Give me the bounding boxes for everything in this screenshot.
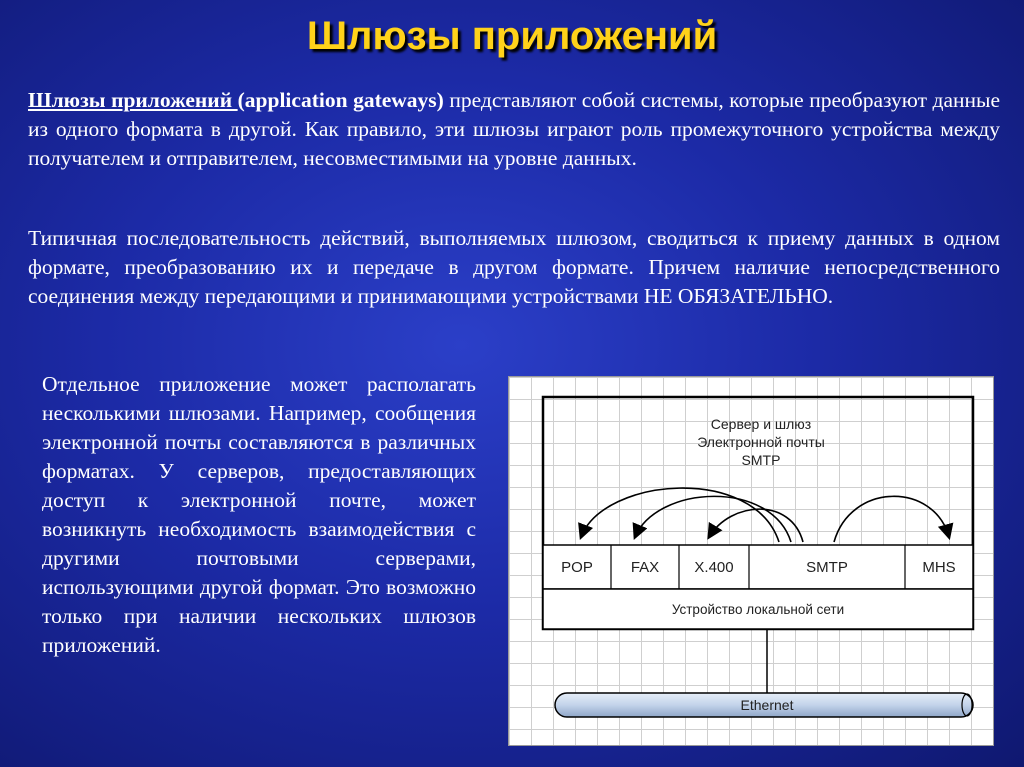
arc-smtp-to-mhs — [834, 496, 949, 542]
protocol-row — [543, 545, 973, 589]
definition-text: представляют собой системы, которые преобразуют данные из одного формата в другой. Как правило, эти шлюзы играют роль промежуточного устройства между получателем и отправителем, несовместимыми на уровне данных. — [28, 88, 1000, 170]
slide-title: Шлюзы приложений — [306, 14, 718, 58]
protocol-smtp: SMTP — [806, 559, 848, 576]
lan-device-label: Устройство локальной сети — [671, 602, 845, 617]
gateway-diagram — [508, 376, 994, 746]
term-english: (application gateways) — [237, 88, 444, 112]
term-label: Шлюзы приложений — [28, 88, 238, 112]
protocol-pop: POP — [561, 559, 593, 576]
paragraph-example: Отдельное приложение может располагать несколькими шлюзами. Например, сообщения электронной почты составляются в различных форматах. У серверов, предоставляющих доступ к электронной почте, может возникнуть необходимость взаимодействия с другими почтовыми серверами, использующими другой формат. Это возможно только при наличии нескольких шлюзов приложений. — [42, 372, 476, 657]
ethernet-label: Ethernet — [740, 697, 794, 713]
arc-smtp-to-fax — [635, 496, 791, 542]
server-label-line2: Электронной почты — [697, 434, 825, 450]
paragraph-definition — [28, 86, 1000, 173]
paragraph-sequence: Типичная последовательность действий, выполняемых шлюзом, сводиться к приему данных в одном формате, преобразованию их и передаче в другом формате. Причем наличие непосредственного соединения между передающими и принимающими устройствами НЕ ОБЯЗАТЕЛЬНО. — [28, 226, 1000, 308]
diagram-svg — [509, 377, 993, 745]
server-label-line1: Сервер и шлюз — [710, 416, 812, 432]
protocol-x400: X.400 — [694, 559, 734, 576]
protocol-fax: FAX — [630, 559, 660, 576]
protocol-mhs: MHS — [922, 559, 956, 576]
server-label-line3: SMTP — [741, 452, 781, 468]
arc-smtp-to-pop — [581, 488, 779, 542]
